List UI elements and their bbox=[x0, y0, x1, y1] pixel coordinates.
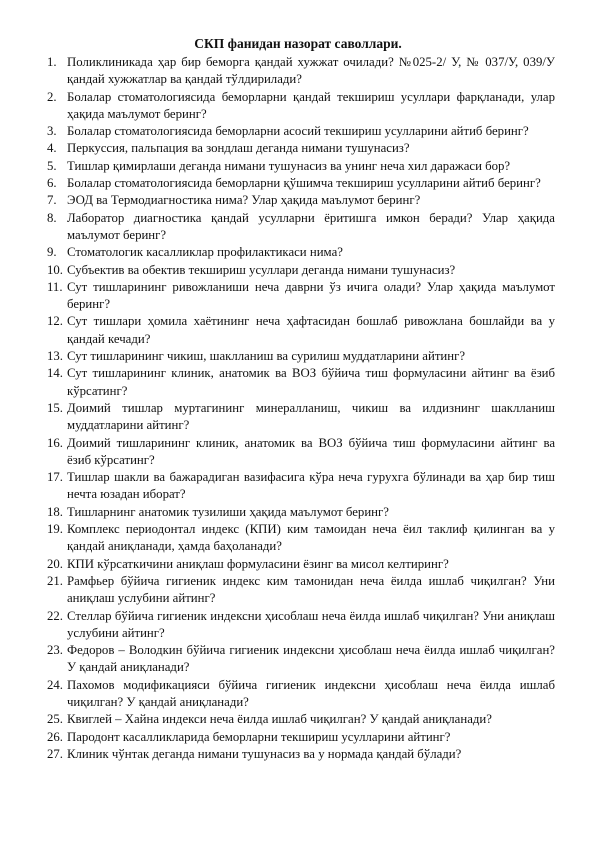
question-item bbox=[47, 210, 555, 245]
question-item bbox=[47, 469, 555, 504]
question-number: 1. bbox=[47, 55, 57, 69]
question-text: Тишлар шакли ва бажарадиган вазифасига кўра неча гурухга бўлинади ва ҳар бир тиш нечта юзадан иборат? bbox=[67, 470, 555, 502]
question-item bbox=[47, 608, 555, 643]
question-text: Доимий тишлар муртагининг минералланиш, чикиш ва илдизнинг шаклланиш муддатларини айтинг? bbox=[67, 400, 555, 433]
question-text: Комплекс периодонтал индекс (КПИ) ким тамоидан неча ёил таклиф қилинган ва у қандай аниқланади, ҳамда баҳоланади? bbox=[67, 522, 555, 554]
question-text: Пародонт касалликларида беморларни текшириш усулларини айтинг? bbox=[67, 729, 451, 744]
question-item bbox=[47, 746, 555, 763]
question-item bbox=[47, 504, 555, 521]
question-number: 5. bbox=[47, 158, 57, 173]
question-text: Болалар стоматологиясида беморларни асосий текшириш усулларини айтиб беринг? bbox=[67, 124, 529, 139]
question-number: 22. bbox=[47, 608, 63, 623]
question-number: 2. bbox=[47, 89, 57, 104]
question-text: Болалар стоматологиясида беморларни қандай текшириш усуллари фарқланади, улар ҳақида маълумот беринг? bbox=[67, 89, 555, 121]
question-text: Сут тишларининг чикиш, шаклланиш ва сурилиш муддатларини айтинг? bbox=[67, 349, 466, 364]
question-item bbox=[47, 642, 555, 677]
question-number: 21. bbox=[47, 573, 63, 588]
question-number: 7. bbox=[47, 193, 57, 208]
question-item bbox=[47, 711, 555, 728]
question-number: 25. bbox=[47, 712, 63, 727]
question-text: Лаборатор диагностика қандай усулларни ёритишга имкон беради? Улар ҳақида маълумот беринг? bbox=[67, 210, 555, 242]
question-text: Рамфьер бўйича гигиеник индекс ким тамонидан неча ёилда ишлаб чиқилган? Уни аниқлаш услубини айтинг? bbox=[67, 573, 555, 606]
question-text: Доимий тишларининг клиник, анатомик ва ВОЗ бўйича тиш формуласини айтинг ва ёзиб кўрсатинг? bbox=[67, 435, 555, 467]
question-number: 19. bbox=[47, 522, 63, 537]
page-title: СКП фанидан назорат саволлари. bbox=[194, 36, 402, 51]
question-item bbox=[47, 279, 555, 314]
question-number: 23. bbox=[47, 643, 63, 658]
question-number: 17. bbox=[47, 470, 63, 485]
question-item bbox=[47, 556, 555, 573]
question-item bbox=[47, 123, 555, 140]
question-number: 20. bbox=[47, 556, 63, 571]
question-item bbox=[47, 521, 555, 556]
question-number: 12. bbox=[47, 314, 63, 329]
question-text: Федоров – Володкин бўйича гигиеник индексни ҳисоблаш неча ёилда ишлаб чиқилган? У қандай аниқланади? bbox=[67, 643, 555, 675]
question-number: 6. bbox=[47, 176, 57, 191]
question-number: 3. bbox=[47, 124, 57, 139]
question-text: Клиник чўнтак деганда нимани тушунасиз ва у нормада қандай бўлади? bbox=[67, 746, 462, 761]
question-item bbox=[47, 140, 555, 157]
question-item bbox=[47, 573, 555, 608]
question-number: 10. bbox=[47, 262, 63, 277]
question-number: 14. bbox=[47, 366, 63, 381]
question-item bbox=[47, 313, 555, 348]
question-text: Сут тишларининг клиник, анатомик ва ВОЗ бўйича тиш формуласини айтинг ва ёзиб кўрсатинг? bbox=[67, 366, 555, 398]
question-number: 15. bbox=[47, 400, 63, 415]
question-text: ЭОД ва Термодиагностика нима? Улар ҳақида маълумот беринг? bbox=[67, 193, 421, 208]
question-item bbox=[47, 435, 555, 470]
question-number: 13. bbox=[47, 349, 63, 364]
question-text: Болалар стоматологиясида беморларни қўшимча текшириш усулларини айтиб беринг? bbox=[67, 176, 541, 191]
question-item bbox=[47, 677, 555, 712]
question-item bbox=[47, 54, 555, 89]
question-item bbox=[47, 365, 555, 400]
question-item bbox=[47, 729, 555, 746]
question-item bbox=[47, 244, 555, 261]
question-text: Поликлиникада ҳар бир беморга қандай хужжат очилади? №025-2/ У, № 037/У, 039/У қандай хужжатлар ва қандай тўлдирилади? bbox=[67, 55, 555, 87]
question-text: Субъектив ва обектив текшириш усуллари деганда нимани тушунасиз? bbox=[67, 262, 456, 277]
question-text: Перкуссия, пальпация ва зондлаш деганда нимани тушунасиз? bbox=[67, 141, 410, 156]
question-number: 24. bbox=[47, 677, 63, 692]
question-item bbox=[47, 89, 555, 124]
question-item bbox=[47, 158, 555, 175]
question-item bbox=[47, 192, 555, 209]
question-number: 27. bbox=[47, 746, 63, 761]
question-item bbox=[47, 262, 555, 279]
question-list bbox=[47, 54, 555, 763]
question-text: Квиглей – Хайна индекси неча ёилда ишлаб чиқилган? У қандай аниқланади? bbox=[67, 712, 492, 727]
question-number: 11. bbox=[47, 279, 63, 294]
question-text: Пахомов модификацияси бўйича гигиеник индексни ҳисоблаш неча ёилда ишлаб чиқилган? У қандай аниқланади? bbox=[67, 677, 555, 709]
question-number: 26. bbox=[47, 729, 63, 744]
question-number: 16. bbox=[47, 435, 63, 450]
question-text: Стеллар бўйича гигиеник индексни ҳисоблаш неча ёилда ишлаб чиқилган? Уни аниқлаш услубини айтинг? bbox=[67, 608, 555, 640]
question-text: Стоматологик касалликлар профилактикаси нима? bbox=[67, 245, 343, 260]
question-item bbox=[47, 348, 555, 365]
question-text: Тишлар қимирлаши деганда нимани тушунасиз ва унинг неча хил даражаси бор? bbox=[67, 158, 511, 173]
question-item bbox=[47, 400, 555, 435]
question-number: 4. bbox=[47, 141, 57, 156]
question-item bbox=[47, 175, 555, 192]
question-number: 8. bbox=[47, 210, 57, 225]
question-number: 9. bbox=[47, 245, 57, 260]
question-text: КПИ кўрсаткичини аниқлаш формуласини ёзинг ва мисол келтиринг? bbox=[67, 556, 449, 571]
question-text: Тишларнинг анатомик тузилиши ҳақида маълумот беринг? bbox=[67, 504, 389, 519]
question-text: Сут тишлари ҳомила хаётининг неча ҳафтасидан бошлаб ривожлана бошлайди ва у қандай кечади? bbox=[67, 314, 555, 346]
question-number: 18. bbox=[47, 504, 63, 519]
question-text: Сут тишларининг ривожланиши неча даврни ўз ичига олади? Улар ҳақида маълумот беринг? bbox=[67, 279, 555, 312]
